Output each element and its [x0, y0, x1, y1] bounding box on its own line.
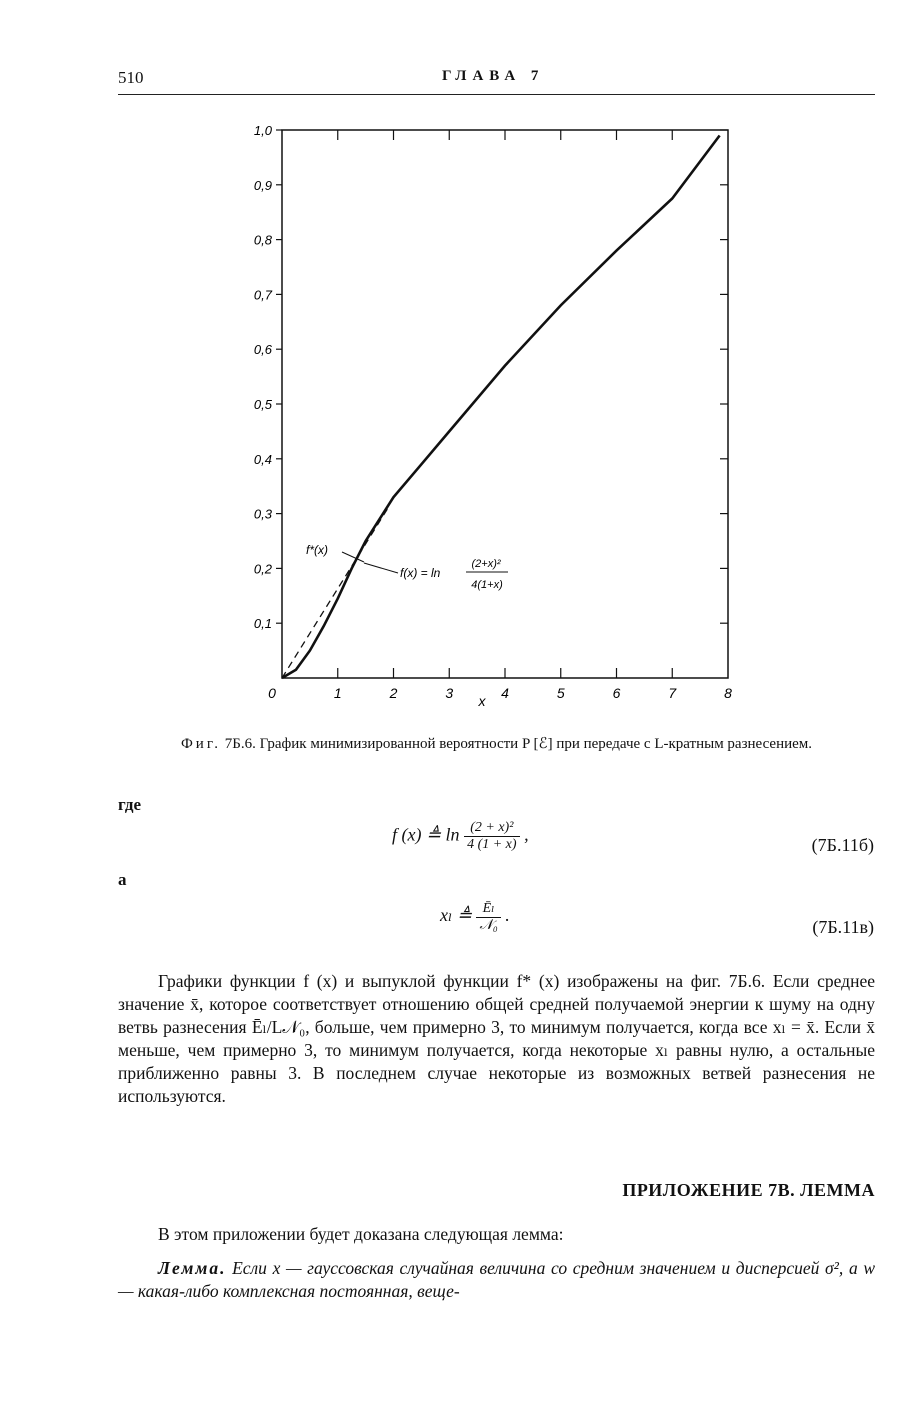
x-tick-label: 8	[724, 685, 732, 701]
x-tick-label: 6	[612, 685, 621, 701]
fstar-annotation: f*(x)	[306, 543, 328, 557]
eq2-tail: .	[505, 905, 510, 926]
eq2-denominator: 𝒩₀	[479, 918, 498, 933]
eq1-numerator: (2 + x)²	[464, 820, 520, 837]
x-tick-label: 5	[556, 685, 565, 701]
y-tick-label: 0,6	[253, 342, 272, 358]
series-fstar-line	[282, 508, 388, 678]
eq1-fraction	[464, 820, 520, 853]
x-tick-label: 2	[389, 685, 398, 701]
lemma-statement	[118, 1257, 875, 1303]
chapter-title: ГЛАВА 7	[442, 68, 545, 84]
eq2-fraction	[476, 900, 500, 934]
y-tick-label: 0,9	[253, 177, 272, 193]
f-annotation-left: f(x) = ln	[400, 566, 441, 580]
y-tick-label: 0,3	[253, 506, 272, 522]
eq2-numerator: Ēₗ	[476, 900, 500, 918]
eq1-number: (7Б.11б)	[811, 835, 874, 855]
x-tick-label: 4	[501, 685, 509, 701]
equation-7b11b	[392, 820, 529, 853]
word-and: а	[118, 870, 127, 889]
y-tick-label: 0,4	[253, 451, 272, 467]
figure-chart	[240, 110, 760, 710]
caption-lead: Фиг.	[180, 736, 222, 752]
lemma-label: Лемма.	[158, 1258, 227, 1278]
y-tick-label: 0,1	[253, 616, 272, 632]
eq1-lhs: f (x) ≜ ln	[392, 824, 460, 845]
x-tick-label: 0	[268, 685, 276, 701]
section-title: ПРИЛОЖЕНИЕ 7В. ЛЕММА	[622, 1180, 875, 1200]
header-rule	[118, 94, 875, 95]
y-tick-label: 0,8	[253, 232, 272, 248]
f-annotation-den: 4(1+x)	[471, 579, 503, 591]
eq1-tail: ,	[524, 824, 529, 845]
paragraph-text: Графики функции f (x) и выпуклой функции f* (x) изображены на фиг. 7Б.6. Если среднее значение x̄, которое соответствует отношению общей средней получаемой энергии к шуму на одну ветвь разнесения Ēₗ/L𝒩₀, больше, чем примерно 3, то минимум получается, когда все xₗ = x̄. Если x̄ меньше, чем примерно 3, то минимум получается, когда некоторые xₗ равны нулю, а остальные приближенно равны 3. В последнем случае некоторые из возможных ветвей разнесения не используются.	[118, 971, 875, 1106]
y-tick-label: 0,7	[253, 287, 272, 303]
intro-sentence: В этом приложении будет доказана следующая лемма:	[158, 1224, 564, 1244]
y-tick-label: 1,0	[253, 123, 272, 138]
x-tick-label: 1	[333, 685, 342, 701]
plot-frame	[282, 130, 728, 678]
lemma-text: Если x — гауссовская случайная величина со средним значением и дисперсией σ², а w — какая-либо комплексная постоянная, веще-	[118, 1258, 876, 1301]
figure-caption	[118, 735, 875, 754]
eq2-number: (7Б.11в)	[812, 917, 874, 937]
page-number: 510	[118, 68, 144, 87]
x-tick-label: 7	[668, 685, 677, 701]
f-annotation-num: (2+x)²	[471, 558, 501, 570]
equation-7b11v	[440, 900, 510, 934]
y-tick-label: 0,5	[253, 397, 272, 412]
body-paragraph	[118, 970, 875, 1108]
eq2-lhs: xₗ ≜	[440, 905, 472, 926]
x-tick-label: 3	[445, 685, 454, 701]
series-f-line	[282, 135, 720, 678]
caption-text: 7Б.6. График минимизированной вероятности P [ℰ] при передаче с L-кратным разнесением.	[224, 736, 813, 752]
y-tick-label: 0,2	[253, 561, 272, 577]
x-axis-label: x	[478, 693, 486, 709]
f-leader-line	[364, 563, 398, 573]
word-where: где	[118, 795, 142, 814]
eq1-denominator: 4 (1 + x)	[467, 837, 517, 852]
